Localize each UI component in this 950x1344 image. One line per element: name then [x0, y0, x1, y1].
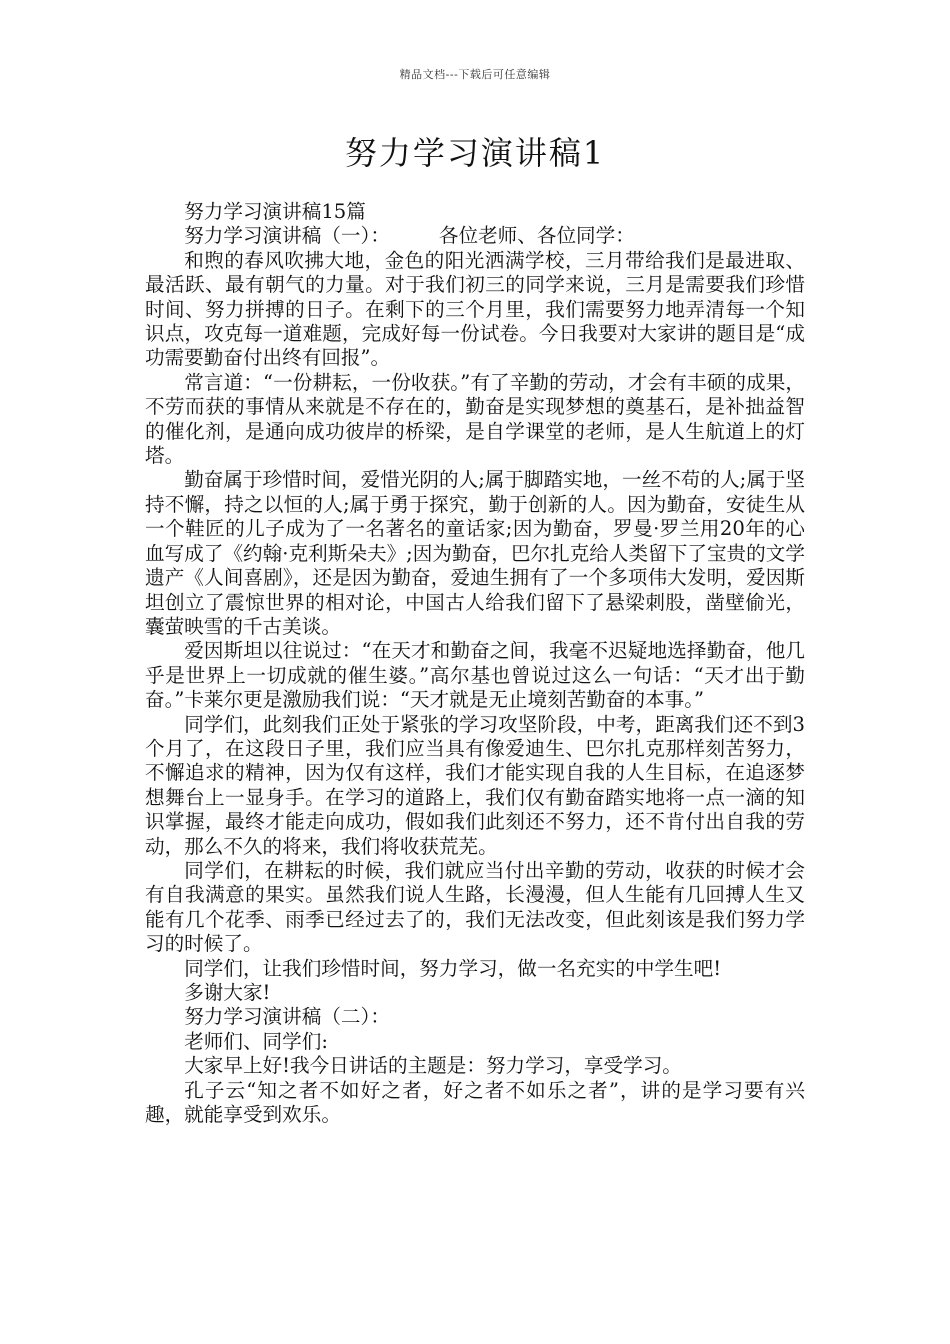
paragraph: 努力学习演讲稿（一）： 各位老师、各位同学： — [184, 224, 635, 248]
paragraph: 多谢大家! — [184, 981, 271, 1004]
paragraph: 大家早上好!我今日讲话的主题是：努力学习，享受学习。 — [184, 1054, 682, 1078]
paragraph: 同学们，让我们珍惜时间，努力学习，做一名充实的中学生吧! — [184, 956, 722, 980]
paragraph: 常言道：“一份耕耘，一份收获。”有了辛勤的劳动，才会有丰硕的成果，不劳而获的事情从来就是不存在的，勤奋是实现梦想的奠基石，是补拙益智的催化剂，是通向成功彼岸的桥梁，是自学课堂的老师，是人生航道上的灯塔。 — [145, 370, 805, 468]
paragraph: 努力学习演讲稿15篇 — [184, 200, 366, 223]
paragraph: 孔子云“知之者不如好之者，好之者不如乐之者”，讲的是学习要有兴趣，就能享受到欢乐。 — [145, 1078, 805, 1127]
header-note: 精品文档---下载后可任意编辑 — [399, 68, 551, 81]
paragraph: 勤奋属于珍惜时间，爱惜光阴的人;属于脚踏实地，一丝不苟的人;属于坚持不懈，持之以恒的人;属于勇于探究，勤于创新的人。因为勤奋，安徒生从一个鞋匠的儿子成为了一名著名的童话家;因为勤奋，罗曼·罗兰用20年的心血写成了《约翰·克利斯朵夫》;因为勤奋，巴尔扎克给人类留下了宝贵的文学遗产《人间喜剧》，还是因为勤奋，爱迪生拥有了一个多项伟大发明，爱因斯坦创立了震惊世界的相对论，中国古人给我们留下了悬梁刺股，凿壁偷光，囊萤映雪的千古美谈。 — [145, 468, 805, 638]
paragraph: 努力学习演讲稿（二）： — [184, 1005, 390, 1029]
paragraph: 同学们，此刻我们正处于紧张的学习攻坚阶段，中考，距离我们还不到3个月了，在这段日子里，我们应当具有像爱迪生、巴尔扎克那样刻苦努力，不懈追求的精神，因为仅有这样，我们才能实现自我的人生目标，在追逐梦想舞台上一显身手。在学习的道路上，我们仅有勤奋踏实地将一点一滴的知识掌握，最终才能走向成功，假如我们此刻还不努力，还不肯付出自我的劳动，那么不久的将来，我们将收获荒芜。 — [145, 712, 805, 858]
document-title: 努力学习演讲稿1 — [344, 134, 606, 172]
paragraph: 爱因斯坦以往说过：“在天才和勤奋之间，我毫不迟疑地选择勤奋，他几乎是世界上一切成就的催生婆。”高尔基也曾说过这么一句话：“天才出于勤奋。”卡莱尔更是激励我们说：“天才就是无止境刻苦勤奋的本事。” — [145, 639, 805, 712]
document-body — [145, 200, 805, 1127]
paragraph: 和煦的春风吹拂大地，金色的阳光洒满学校，三月带给我们是最进取、最活跃、最有朝气的力量。对于我们初三的同学来说，三月是需要我们珍惜时间、努力拼搏的日子。在剩下的三个月里，我们需要努力地弄清每一个知识点，攻克每一道难题，完成好每一份试卷。今日我要对大家讲的题目是“成功需要勤奋付出终有回报”。 — [145, 248, 805, 370]
paragraph: 老师们、同学们: — [184, 1029, 328, 1053]
paragraph: 同学们，在耕耘的时候，我们就应当付出辛勤的劳动，收获的时候才会有自我满意的果实。虽然我们说人生路，长漫漫，但人生能有几回搏人生又能有几个花季、雨季已经过去了的，我们无法改变，但此刻该是我们努力学习的时候了。 — [145, 858, 805, 956]
